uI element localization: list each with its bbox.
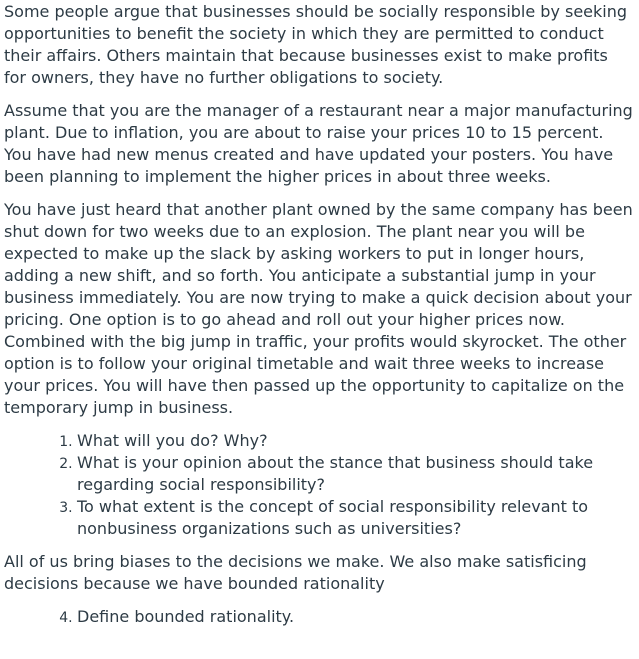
question-list-continued [4, 606, 634, 628]
paragraph-intro: Some people argue that businesses should be socially responsible by seeking opportunities to benefit the society in which they are permitted to conduct their affairs. Others maintain that because businesses exist to make profits for owners, they have no further obligations to society. [4, 2, 628, 87]
question-item: 3. To what extent is the concept of social responsibility relevant to nonbusiness organizations such as universities? [77, 496, 634, 540]
question-list [4, 430, 634, 540]
question-item: 1. What will you do? Why? [77, 430, 634, 452]
question-item: 4. Define bounded rationality. [77, 606, 634, 628]
paragraph-situation: You have just heard that another plant owned by the same company has been shut down for two weeks due to an explosion. The plant near you will be expected to make up the slack by asking workers to put in longer hours, adding a new shift, and so forth. You anticipate a substantial jump in your business immediately. You are now trying to make a quick decision about your pricing. One option is to go ahead and roll out your higher prices now. Combined with the big jump in traffic, your profits would skyrocket. The other option is to follow your original timetable and wait three weeks to increase your prices. You will have then passed up the opportunity to capitalize on the temporary jump in business. [4, 200, 633, 417]
document-body [4, 1, 634, 628]
question-item: 2. What is your opinion about the stance that business should take regarding social responsibility? [77, 452, 634, 496]
paragraph-biases: All of us bring biases to the decisions we make. We also make satisficing decisions because we have bounded rationality [4, 552, 587, 593]
paragraph-scenario: Assume that you are the manager of a restaurant near a major manufacturing plant. Due to inflation, you are about to raise your prices 10 to 15 percent. You have had new menus created and have updated your posters. You have been planning to implement the higher prices in about three weeks. [4, 101, 633, 186]
